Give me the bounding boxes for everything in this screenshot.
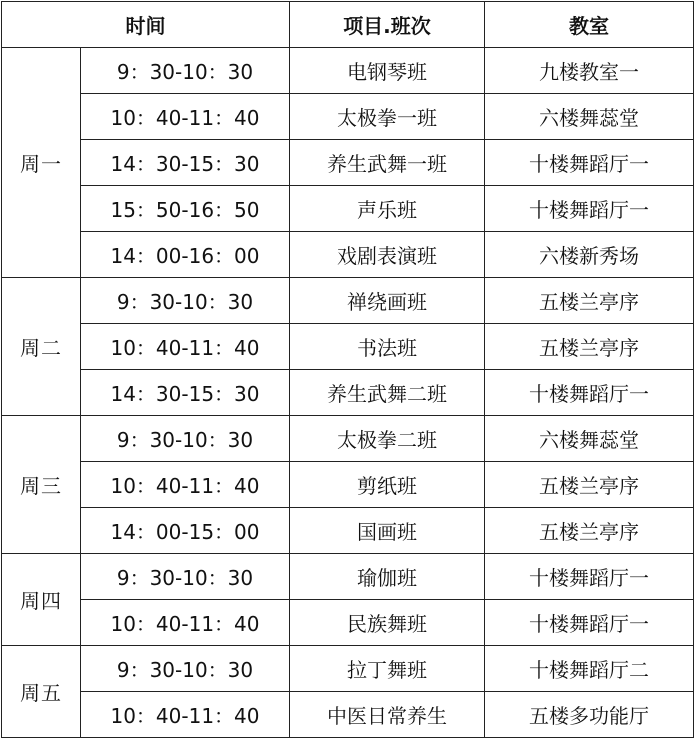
table-row [2,462,694,508]
header-row [2,2,694,48]
room-cell: 六楼舞蕊堂 [485,94,694,140]
time-cell: 9：30-10：30 [81,416,290,462]
time-cell: 9：30-10：30 [81,278,290,324]
project-cell: 电钢琴班 [290,48,485,94]
project-cell: 中医日常养生 [290,692,485,738]
header-room: 教室 [485,2,694,48]
room-cell: 五楼多功能厅 [485,692,694,738]
day-cell: 周五 [2,646,81,738]
time-cell: 10：40-11：40 [81,94,290,140]
schedule-table [1,1,694,738]
day-cell: 周二 [2,278,81,416]
room-cell: 十楼舞蹈厅一 [485,600,694,646]
project-cell: 养生武舞一班 [290,140,485,186]
project-cell: 太极拳二班 [290,416,485,462]
room-cell: 十楼舞蹈厅一 [485,186,694,232]
project-cell: 太极拳一班 [290,94,485,140]
room-cell: 六楼舞蕊堂 [485,416,694,462]
project-cell: 声乐班 [290,186,485,232]
table-row [2,186,694,232]
time-cell: 15：50-16：50 [81,186,290,232]
time-cell: 14：30-15：30 [81,370,290,416]
table-row [2,416,694,462]
header-project: 项目.班次 [290,2,485,48]
time-cell: 10：40-11：40 [81,462,290,508]
header-time: 时间 [2,2,290,48]
room-cell: 五楼兰亭序 [485,278,694,324]
time-cell: 9：30-10：30 [81,646,290,692]
project-cell: 民族舞班 [290,600,485,646]
project-cell: 拉丁舞班 [290,646,485,692]
project-cell: 书法班 [290,324,485,370]
room-cell: 五楼兰亭序 [485,508,694,554]
table-row [2,600,694,646]
day-cell: 周三 [2,416,81,554]
time-cell: 14：30-15：30 [81,140,290,186]
table-header [2,2,694,48]
project-cell: 戏剧表演班 [290,232,485,278]
table-row [2,140,694,186]
project-cell: 剪纸班 [290,462,485,508]
table-row [2,232,694,278]
project-cell: 瑜伽班 [290,554,485,600]
table-body [2,48,694,738]
time-cell: 9：30-10：30 [81,554,290,600]
project-cell: 养生武舞二班 [290,370,485,416]
day-cell: 周四 [2,554,81,646]
room-cell: 十楼舞蹈厅二 [485,646,694,692]
room-cell: 五楼兰亭序 [485,324,694,370]
table-row [2,278,694,324]
room-cell: 九楼教室一 [485,48,694,94]
day-cell: 周一 [2,48,81,278]
time-cell: 10：40-11：40 [81,324,290,370]
table-row [2,370,694,416]
room-cell: 十楼舞蹈厅一 [485,554,694,600]
table-row [2,94,694,140]
table-row [2,324,694,370]
project-cell: 禅绕画班 [290,278,485,324]
time-cell: 9：30-10：30 [81,48,290,94]
room-cell: 十楼舞蹈厅一 [485,370,694,416]
room-cell: 六楼新秀场 [485,232,694,278]
time-cell: 10：40-11：40 [81,692,290,738]
table-row [2,692,694,738]
table-row [2,48,694,94]
room-cell: 十楼舞蹈厅一 [485,140,694,186]
table-row [2,554,694,600]
time-cell: 14：00-16：00 [81,232,290,278]
time-cell: 10：40-11：40 [81,600,290,646]
table-row [2,646,694,692]
project-cell: 国画班 [290,508,485,554]
time-cell: 14：00-15：00 [81,508,290,554]
room-cell: 五楼兰亭序 [485,462,694,508]
table-row [2,508,694,554]
